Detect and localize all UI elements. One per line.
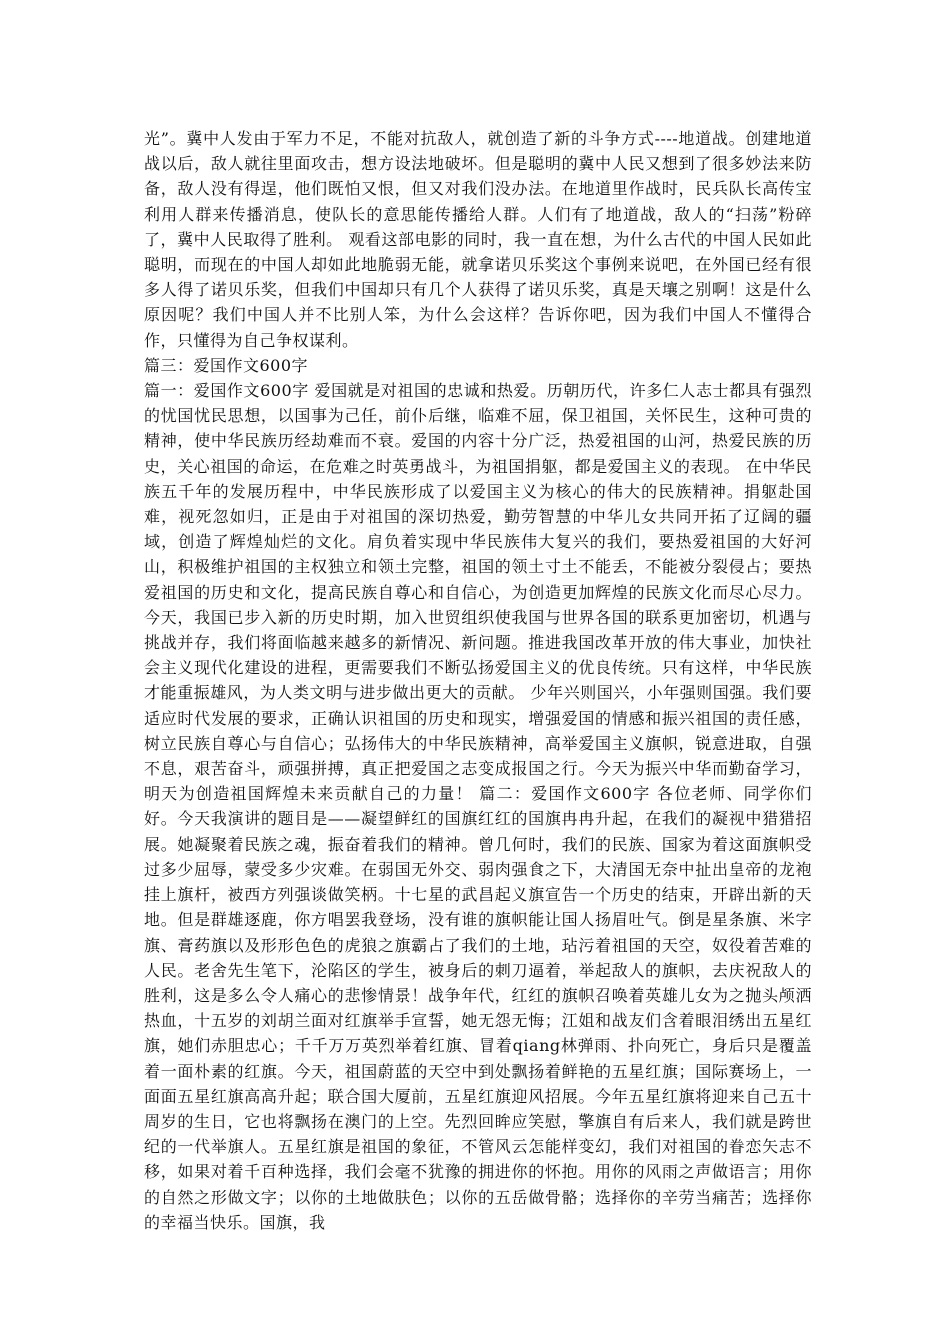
document-body [144, 126, 812, 1235]
body-paragraph-1: 光”。冀中人发由于军力不足，不能对抗敌人，就创造了新的斗争方式----地道战。创建地道战以后，敌人就往里面攻击，想方设法地破坏。但是聪明的冀中人民又想到了很多妙法来防备，敌人没有得逞，他们既怕又恨，但又对我们没办法。在地道里作战时，民兵队长高传宝利用人群来传播消息，使队长的意思能传播给人群。人们有了地道战，敌人的“扫荡”粉碎了，冀中人民取得了胜利。 观看这部电影的同时，我一直在想，为什么古代的中国人民如此聪明，而现在的中国人却如此地脆弱无能，就拿诺贝乐奖这个事例来说吧，在外国已经有很多人得了诺贝乐奖，但我们中国却只有几个人获得了诺贝乐奖，真是天壤之别啊！这是什么原因呢？我们中国人并不比别人笨，为什么会这样？告诉你吧，因为我们中国人不懂得合作，只懂得为自己争权谋利。 [144, 129, 812, 350]
section-heading-3: 篇三：爱国作文600字 [144, 355, 309, 375]
body-paragraph-2: 篇一：爱国作文600字 爱国就是对祖国的忠诚和热爱。历朝历代，许多仁人志士都具有强烈的忧国忧民思想，以国事为己任，前仆后继，临难不屈，保卫祖国，关怀民生，这种可贵的精神，使中华民族历经劫难而不衰。爱国的内容十分广泛，热爱祖国的山河，热爱民族的历史，关心祖国的命运，在危难之时英勇战斗，为祖国捐躯，都是爱国主义的表现。 在中华民族五千年的发展历程中，中华民族形成了以爱国主义为核心的伟大的民族精神。捐躯赴国难，视死忽如归，正是由于对祖国的深切热爱，勤劳智慧的中华儿女共同开拓了辽阔的疆域，创造了辉煌灿烂的文化。肩负着实现中华民族伟大复兴的我们，要热爱祖国的大好河山，积极维护祖国的主权独立和领土完整，祖国的领土寸土不能丢，不能被分裂侵占；要热爱祖国的历史和文化，提高民族自尊心和自信心，为创造更加辉煌的民族文化而尽心尽力。 今天，我国已步入新的历史时期，加入世贸组织使我国与世界各国的联系更加密切，机遇与挑战并存，我们将面临越来越多的新情况、新问题。推进我国改革开放的伟大事业，加快社会主义现代化建设的进程，更需要我们不断弘扬爱国主义的优良传统。只有这样，中华民族才能重振雄风，为人类文明与进步做出更大的贡献。 少年兴则国兴，小年强则国强。我们要适应时代发展的要求，正确认识祖国的历史和现实，增强爱国的情感和振兴祖国的责任感，树立民族自尊心与自信心；弘扬伟大的中华民族精神，高举爱国主义旗帜，锐意进取，自强不息，艰苦奋斗，顽强拼搏，真正把爱国之志变成报国之行。今天为振兴中华而勤奋学习，明天为创造祖国辉煌未来贡献自己的力量！ 篇二：爱国作文600字 各位老师、同学你们好。今天我演讲的题目是——凝望鲜红的国旗红红的国旗冉冉升起，在我们的凝视中猎猎招展。她凝聚着民族之魂，振奋着我们的精神。曾几何时，我们的民族、国家为着这面旗帜受过多少屈辱，蒙受多少灾难。在弱国无外交、弱肉强食之下，大清国无奈中扯出皇帝的龙袍挂上旗杆，被西方列强谈做笑柄。十七星的武昌起义旗宣告一个历史的结束，开辟出新的天地。但是群雄逐鹿，你方唱罢我登场，没有谁的旗帜能让国人扬眉吐气。倒是星条旗、米字旗、膏药旗以及形形色色的虎狼之旗霸占了我们的土地，玷污着祖国的天空，奴役着苦难的人民。老舍先生笔下，沦陷区的学生，被身后的刺刀逼着，举起敌人的旗帜，去庆祝敌人的胜利，这是多么令人痛心的悲惨情景！战争年代，红红的旗帜召唤着英雄儿女为之抛头颅洒热血，十五岁的刘胡兰面对红旗举手宣誓，她无怨无悔；江姐和战友们含着眼泪绣出五星红旗，她们赤胆忠心；千千万万英烈举着红旗、冒着qiang林弹雨、扑向死亡，身后只是覆盖着一面朴素的红旗。今天，祖国蔚蓝的天空中到处飘扬着鲜艳的五星红旗；国际赛场上，一面面五星红旗高高升起；联合国大厦前，五星红旗迎风招展。今年五星红旗将迎来自己五十周岁的生日，它也将飘扬在澳门的上空。先烈回眸应笑慰，擎旗自有后来人，我们就是跨世纪的一代举旗人。五星红旗是祖国的象征，不管风云怎能样变幻，我们对祖国的眷恋矢志不移，如果对着千百种选择，我们会毫不犹豫的拥进你的怀抱。用你的风雨之声做语言；用你的自然之形做文字；以你的土地做肤色；以你的五岳做骨骼；选择你的辛劳当痛苦；选择你的幸福当快乐。国旗，我 [144, 381, 812, 1232]
